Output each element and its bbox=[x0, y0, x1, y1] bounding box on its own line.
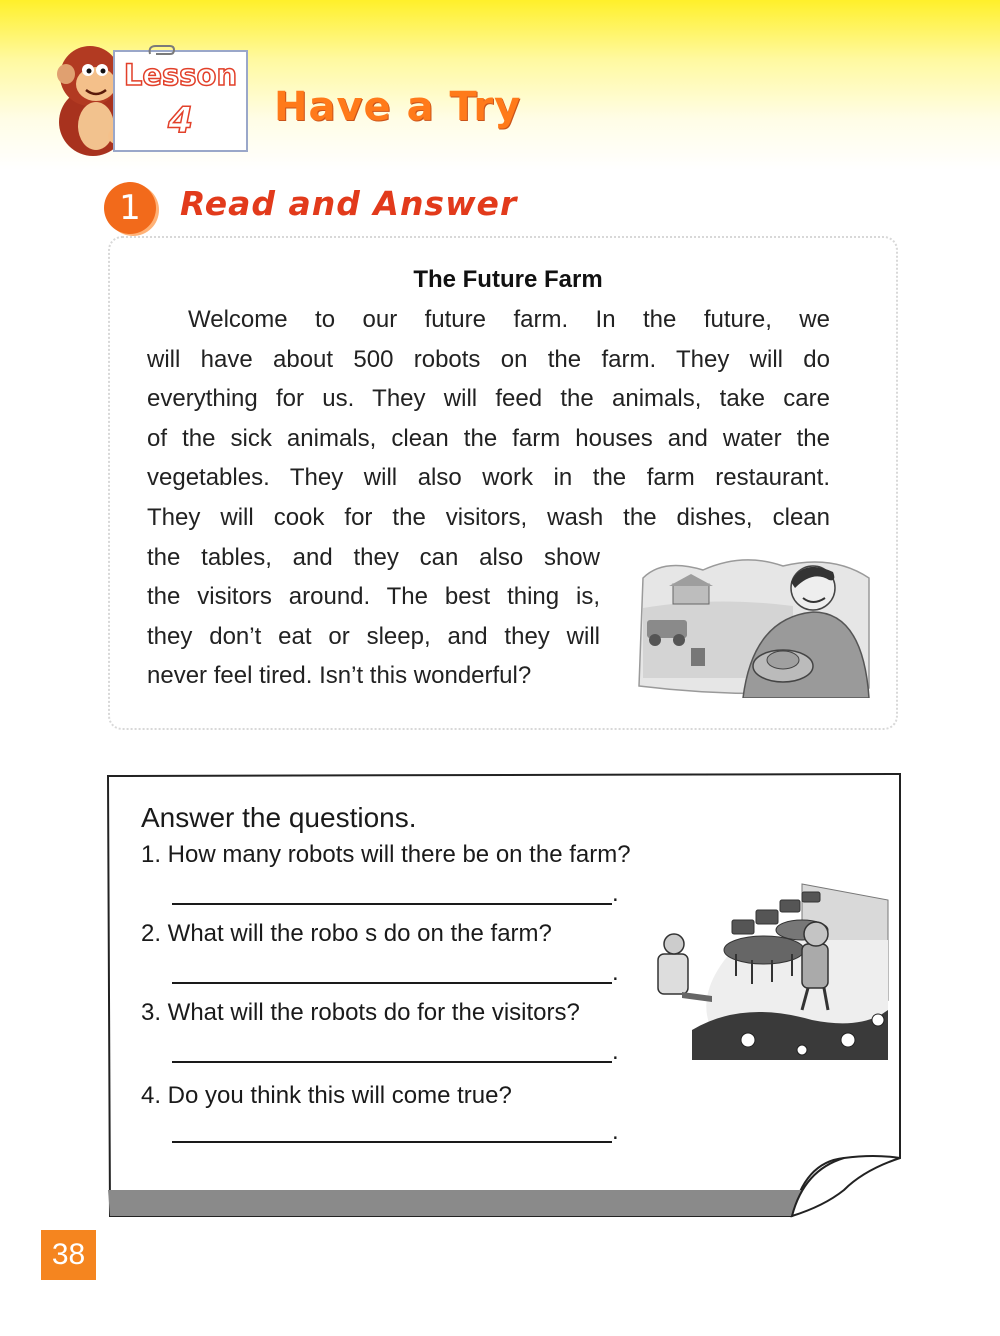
questions-heading: Answer the questions. bbox=[141, 802, 417, 833]
story-title: The Future Farm bbox=[413, 266, 603, 293]
story-line: they don’t eat or sleep, and they will bbox=[147, 623, 600, 650]
story-line: the visitors around. The best thing is, bbox=[147, 583, 600, 610]
robot-restaurant-illustration bbox=[652, 880, 892, 1060]
paperclip-icon bbox=[146, 42, 176, 58]
section-title: Read and Answer bbox=[180, 184, 518, 223]
story-line: Welcome to our future farm. In the future, we bbox=[188, 306, 830, 333]
question-1: 1. How many robots will there be on the farm? bbox=[141, 841, 631, 868]
farm-farmer-illustration bbox=[633, 548, 873, 698]
answer-blank-1[interactable] bbox=[172, 903, 612, 905]
story-line: never feel tired. Isn’t this wonderful? bbox=[147, 662, 532, 689]
question-3: 3. What will the robots do for the visitors? bbox=[141, 999, 580, 1026]
story-line: They will cook for the visitors, wash the dishes, clean bbox=[147, 504, 830, 531]
blank-period: . bbox=[612, 1118, 619, 1145]
blank-period: . bbox=[612, 1038, 619, 1065]
lesson-label: Lesson bbox=[123, 58, 238, 92]
story-line: of the sick animals, clean the farm houses and water the bbox=[147, 425, 830, 452]
page-number: 38 bbox=[41, 1230, 96, 1280]
page-title: Have a Try bbox=[274, 84, 522, 130]
blank-period: . bbox=[612, 959, 619, 986]
story-line: vegetables. They will also work in the farm restaurant. bbox=[147, 464, 830, 491]
story-line: everything for us. They will feed the animals, take care bbox=[147, 385, 830, 412]
answer-blank-3[interactable] bbox=[172, 1061, 612, 1063]
story-line: the tables, and they can also show bbox=[147, 544, 600, 571]
lesson-number: 4 bbox=[167, 100, 194, 141]
section-number-badge: 1 bbox=[104, 182, 156, 234]
question-2: 2. What will the robo s do on the farm? bbox=[141, 920, 552, 947]
blank-period: . bbox=[612, 880, 619, 907]
story-line: will have about 500 robots on the farm. They will do bbox=[147, 346, 830, 373]
lesson-badge bbox=[113, 50, 248, 152]
answer-blank-2[interactable] bbox=[172, 982, 612, 984]
question-4: 4. Do you think this will come true? bbox=[141, 1082, 512, 1109]
answer-blank-4[interactable] bbox=[172, 1141, 612, 1143]
